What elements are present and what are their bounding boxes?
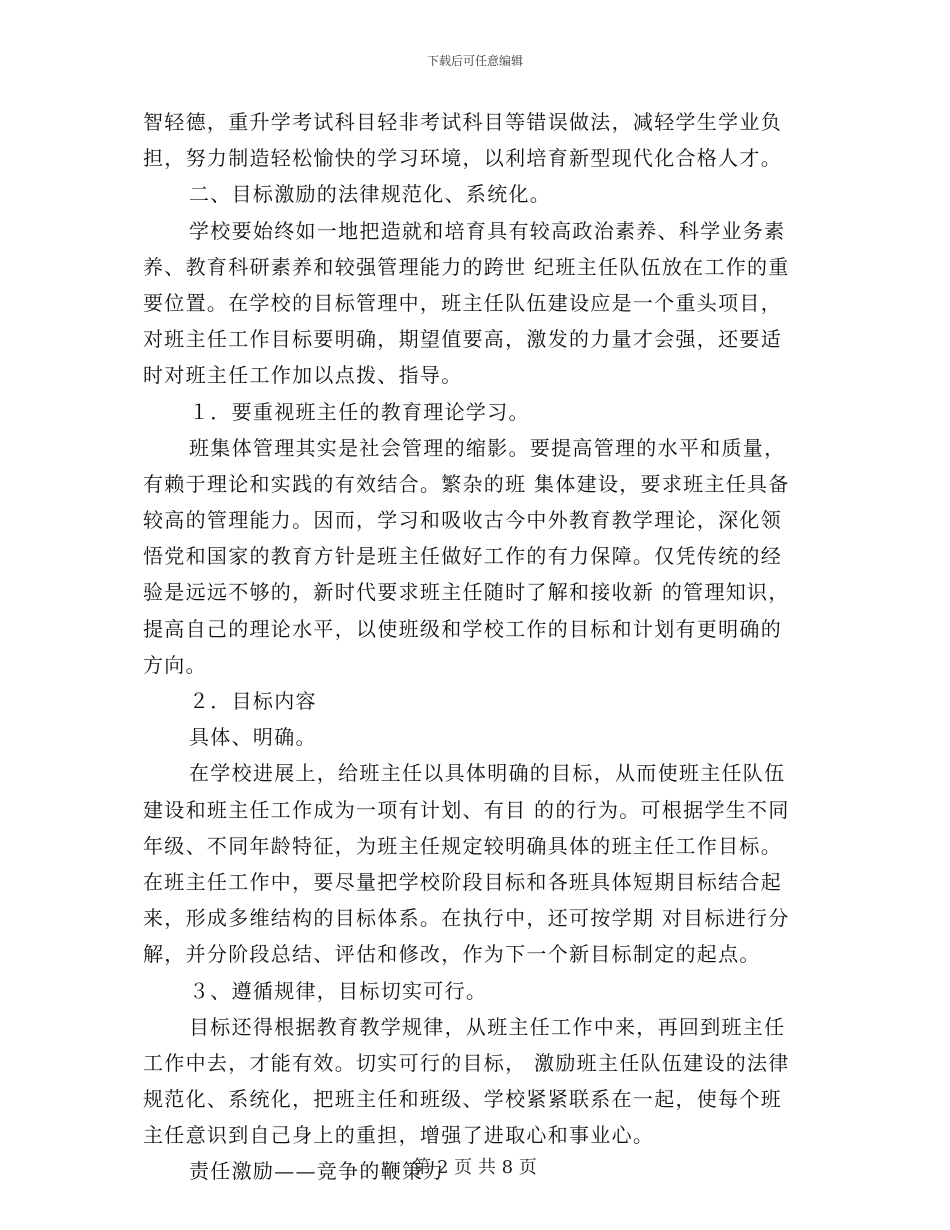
text-line: 责任激励——竞争的鞭策力 [189,1159,445,1184]
text-line: 验是远远不够的，新时代要求班主任随时了解和接收新 的管理知识， [143,580,790,605]
text-line: ２．目标内容 [189,689,317,713]
text-line: 时对班主任工作加以点拨、指导。 [143,363,463,388]
text-line: 来，形成多维结构的目标体系。在执行中，还可按学期 对目标进行分 [143,906,790,931]
text-line: 具体、明确。 [189,725,317,750]
text-line: 学校要始终如一地把造就和培育具有较高政治素养、科学业务素 [189,218,786,243]
page-footer: 第 2 页 共 8 页 [413,1157,537,1178]
text-line: 对班主任工作目标要明确，期望值要高，激发的力量才会强，还要适 [143,327,782,352]
text-line: 提高自己的理论水平，以使班级和学校工作的目标和计划有更明确的 [143,616,782,641]
text-line: 智轻德，重升学考试科目轻非考试科目等错误做法，减轻学生学业负 [143,110,782,134]
text-line: 养、教育科研素养和较强管理能力的跨世 纪班主任队伍放在工作的重 [143,254,790,279]
text-line: １．要重视班主任的教育理论学习。 [189,399,530,424]
text-line: 主任意识到自己身上的重担，增强了进取心和事业心。 [143,1123,655,1148]
text-line: 班集体管理其实是社会管理的缩影。要提高管理的水平和质量， [189,435,786,460]
text-line: 二、目标激励的法律规范化、系统化。 [189,182,552,207]
text-line: 解，并分阶段总结、评估和修改，作为下一个新目标制定的起点。 [143,942,761,967]
text-line: 年级、不同年龄特征，为班主任规定较明确具体的班主任工作目标。 [143,833,782,858]
text-line: 方向。 [143,652,207,677]
text-line: 目标还得根据教育教学规律，从班主任工作中来，再回到班主任 [189,1014,786,1039]
text-line: 在学校进展上，给班主任以具体明确的目标，从而使班主任队伍 [189,761,786,786]
text-line: 有赖于理论和实践的有效结合。繁杂的班 集体建设，要求班主任具备 [143,471,790,496]
text-line: 较高的管理能力。因而，学习和吸收古今中外教育教学理论，深化领 [143,508,782,533]
text-line: ３、遵循规律，目标切实可行。 [189,978,488,1003]
text-line: 规范化、系统化，把班主任和班级、学校紧紧联系在一起，使每个班 [143,1087,782,1112]
text-line: 工作中去，才能有效。切实可行的目标， 激励班主任队伍建设的法律 [143,1050,790,1075]
text-line: 建设和班主任工作成为一项有计划、有目 的的行为。可根据学生不同 [143,797,790,822]
text-line: 悟党和国家的教育方针是班主任做好工作的有力保障。仅凭传统的经 [143,544,782,569]
page-header: 下载后可任意编辑 [426,54,523,68]
text-line: 要位置。在学校的目标管理中，班主任队伍建设应是一个重头项目， [143,290,782,315]
document-body [143,104,808,1190]
text-line: 在班主任工作中，要尽量把学校阶段目标和各班具体短期目标结合起 [143,869,782,894]
text-line: 担，努力制造轻松愉快的学习环境，以利培育新型现代化合格人才。 [143,146,782,171]
